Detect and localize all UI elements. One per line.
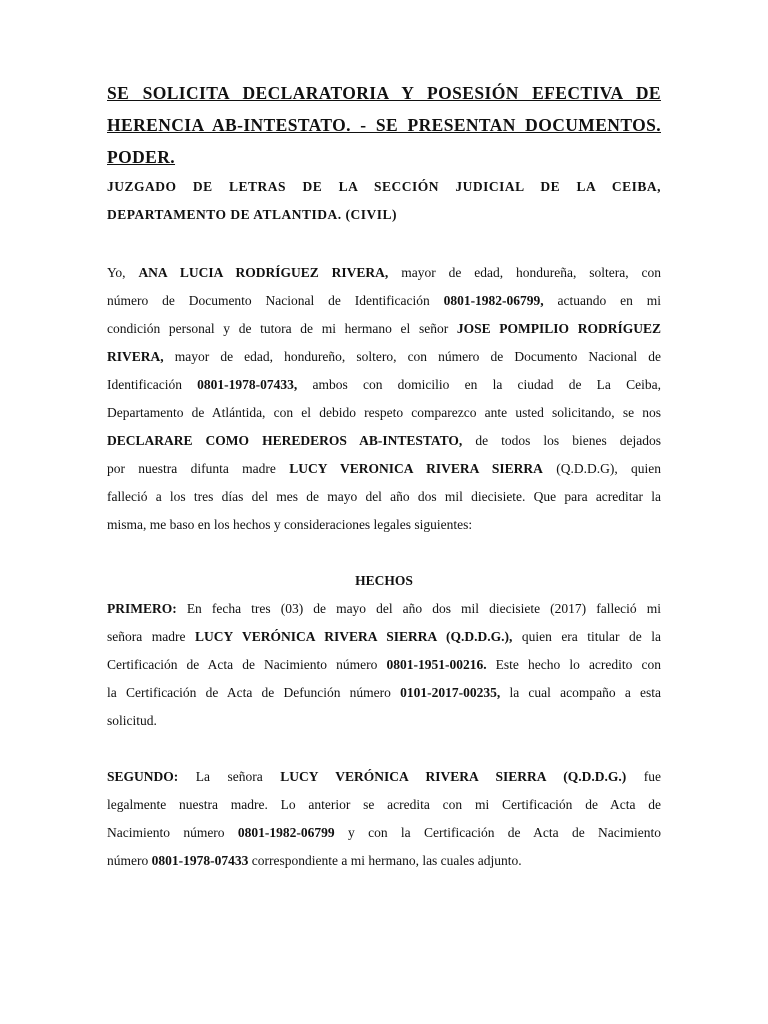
title-line-1: SE SOLICITA DECLARATORIA Y POSESIÓN EFECTIVA DE — [107, 83, 661, 103]
declaration-request: DECLARARE COMO HEREDEROS AB-INTESTATO, — [107, 433, 463, 448]
text: mayor de edad, hondureña, soltera, con — [388, 265, 662, 280]
name-lucy-veronica: LUCY VERÓNICA RIVERA SIERRA (Q.D.D.G.) — [280, 769, 627, 784]
intro-line — [107, 371, 661, 399]
text: (Q.D.D.G), quien — [542, 461, 662, 476]
intro-line — [107, 315, 661, 343]
segundo-line — [107, 763, 661, 791]
title-line-3: PODER. — [107, 147, 176, 167]
text: por nuestra difunta madre — [107, 461, 290, 476]
text: Identificación — [107, 377, 198, 392]
text: la cual acompaño a esta — [500, 685, 662, 700]
intro-line — [107, 343, 661, 371]
intro-line — [107, 427, 661, 455]
primero-line — [107, 651, 661, 679]
name-ana-lucia: ANA LUCIA RODRÍGUEZ RIVERA, — [138, 265, 389, 280]
id-number: 0801-1978-07433, — [197, 377, 298, 392]
primero-line: solicitud. — [107, 713, 157, 728]
court-line-1: JUZGADO DE LETRAS DE LA SECCIÓN JUDICIAL DE LA CEIBA, — [107, 179, 661, 194]
text: En fecha tres (03) de mayo del año dos mil diecisiete (2017) falleció mi — [176, 601, 661, 616]
title-line-2: HERENCIA AB-INTESTATO. - SE PRESENTAN DOCUMENTOS. — [107, 115, 661, 135]
text: ambos con domicilio en la ciudad de La Ceiba, — [297, 377, 661, 392]
text: actuando en mi — [543, 293, 661, 308]
intro-line: misma, me baso en los hechos y consideraciones legales siguientes: — [107, 517, 473, 532]
name-jose-pompilio: JOSE POMPILIO RODRÍGUEZ — [456, 321, 661, 336]
segundo-line: legalmente nuestra madre. Lo anterior se acredita con mi Certificación de Acta de — [107, 797, 661, 812]
certificate-number: 0101-2017-00235, — [400, 685, 501, 700]
text: condición personal y de tutora de mi hermano el señor — [107, 321, 457, 336]
text: quien era titular de la — [512, 629, 661, 644]
segundo-paragraph — [107, 763, 661, 875]
primero-line — [107, 595, 661, 623]
text: número de Documento Nacional de Identificación — [107, 293, 444, 308]
text: señora madre — [107, 629, 195, 644]
document-title — [107, 77, 661, 173]
certificate-number: 0801-1978-07433 — [151, 853, 249, 868]
intro-line: falleció a los tres días del mes de mayo del año dos mil diecisiete. Que para acreditar la — [107, 489, 661, 504]
id-number: 0801-1982-06799, — [443, 293, 544, 308]
primero-line — [107, 679, 661, 707]
text: correspondiente a mi hermano, las cuales adjunto. — [248, 853, 522, 868]
certificate-number: 0801-1951-00216. — [386, 657, 487, 672]
text: mayor de edad, hondureño, soltero, con número de Documento Nacional de — [163, 349, 661, 364]
text: número — [107, 853, 152, 868]
intro-line — [107, 455, 661, 483]
certificate-number: 0801-1982-06799 — [237, 825, 335, 840]
text: Nacimiento número — [107, 825, 238, 840]
text: y con la Certificación de Acta de Nacimiento — [334, 825, 662, 840]
name-lucy-veronica: LUCY VERONICA RIVERA SIERRA — [289, 461, 543, 476]
court-line-2: DEPARTAMENTO DE ATLANTIDA. (CIVIL) — [107, 207, 398, 222]
text: Certificación de Acta de Nacimiento número — [107, 657, 387, 672]
text: Este hecho lo acredito con — [486, 657, 661, 672]
label-primero: PRIMERO: — [107, 601, 177, 616]
segundo-line — [107, 819, 661, 847]
intro-line — [107, 259, 661, 287]
primero-line — [107, 623, 661, 651]
primero-paragraph — [107, 595, 661, 735]
text: de todos los bienes dejados — [462, 433, 661, 448]
label-segundo: SEGUNDO: — [107, 769, 179, 784]
intro-paragraph — [107, 259, 661, 539]
text: La señora — [178, 769, 281, 784]
text: Yo, — [107, 265, 139, 280]
court-address — [107, 173, 661, 229]
name-rivera: RIVERA, — [107, 349, 164, 364]
intro-line — [107, 287, 661, 315]
text: la Certificación de Acta de Defunción número — [107, 685, 401, 700]
section-heading-hechos: HECHOS — [355, 573, 413, 588]
name-lucy-veronica: LUCY VERÓNICA RIVERA SIERRA (Q.D.D.G.), — [194, 629, 513, 644]
segundo-line — [107, 847, 661, 875]
intro-line: Departamento de Atlántida, con el debido respeto comparezco ante usted solicitando, se nos — [107, 405, 661, 420]
text: fue — [626, 769, 661, 784]
